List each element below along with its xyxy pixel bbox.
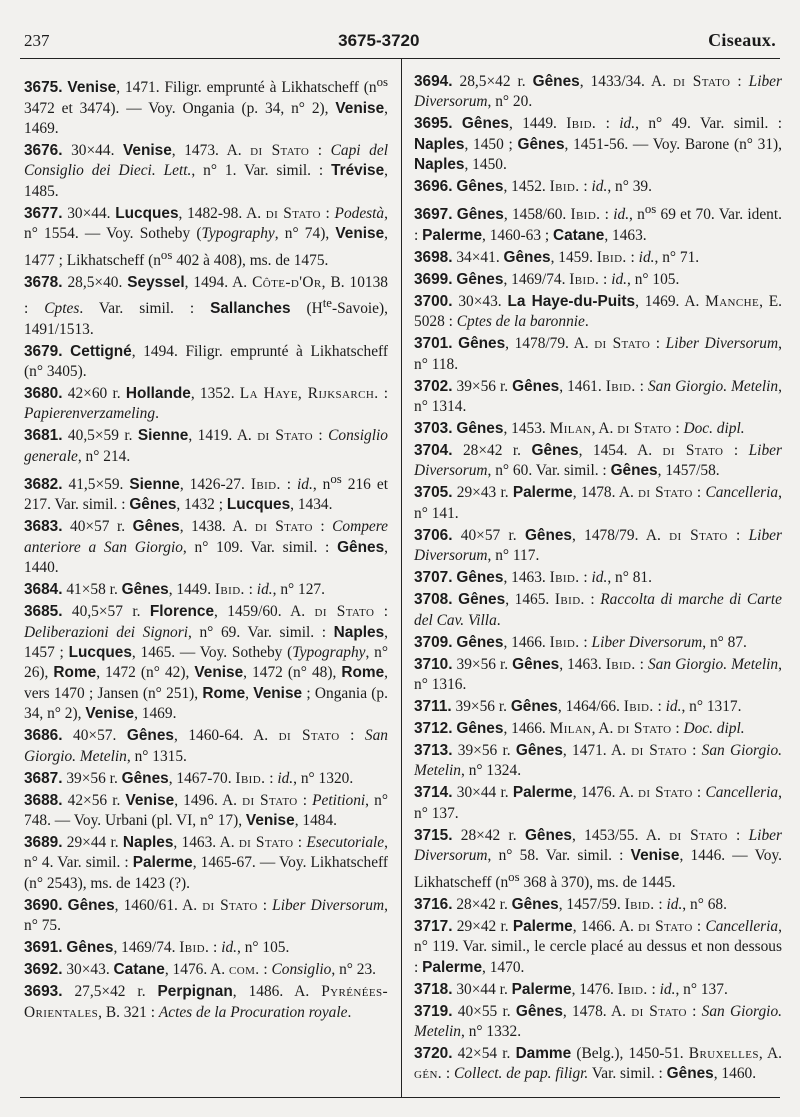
entry-body: 39×56 r. Gênes, 1463. Ibid. : San Giorgio. Metelin, n° 1316. — [414, 655, 782, 693]
header-rule — [20, 58, 780, 59]
entry-number: 3720. — [414, 1044, 453, 1062]
entry-number: 3692. — [24, 961, 63, 979]
entry-body: 40×57. Gênes, 1460-64. A. di Stato : San Giorgio. Metelin, n° 1315. — [24, 727, 388, 765]
catalogue-entry — [414, 419, 782, 439]
entry-text — [414, 568, 782, 588]
left-column — [24, 72, 388, 1025]
catalogue-entry — [414, 1002, 782, 1043]
entry-body: 41×58 r. Gênes, 1449. Ibid. : id., n° 127. — [62, 581, 325, 599]
entry-body: 28,5×42 r. Gênes, 1433/34. A. di Stato : Liber Diversorum, n° 20. — [414, 73, 782, 111]
entry-body: Gênes, 1460/61. A. di Stato : Liber Diversorum, n° 75. — [24, 896, 388, 935]
entry-number: 3680. — [24, 385, 63, 403]
entry-text — [24, 769, 388, 789]
entry-number: 3707. — [414, 569, 453, 587]
entry-body: Gênes, 1449. Ibid. : id., n° 49. Var. simil. : Naples, 1450 ; Gênes, 1451-56. — Voy. Barone (n° 31), Naples, 1450. — [414, 115, 783, 174]
entry-text — [414, 697, 782, 717]
entry-body: Gênes, 1466. Ibid. : Liber Diversorum, n° 87. — [456, 633, 747, 651]
catalogue-entry — [414, 895, 782, 915]
catalogue-entry — [414, 917, 782, 978]
catalogue-entry — [24, 580, 388, 600]
entry-text — [414, 199, 782, 246]
catalogue-entry — [414, 72, 782, 113]
entry-body: 30×44 r. Palerme, 1476. Ibid. : id., n° 137. — [452, 980, 728, 998]
entry-text — [414, 483, 782, 524]
entry-body: Gênes, 1452. Ibid. : id., n° 39. — [456, 178, 652, 196]
entry-body: Gênes, 1458/60. Ibid. : id., $n^{os}$ 69 et 70. Var. ident. : Palerme, 1460-63 ; Catane, 1463. — [414, 202, 782, 244]
entry-text — [24, 791, 388, 832]
entry-number: 3712. — [414, 720, 453, 737]
entry-body: 30×43. Catane, 1476. A. com. : Consiglio, n° 23. — [62, 961, 377, 979]
entry-body: 39×56 r. Gênes, 1464/66. Ibid. : id., n° 1317. — [451, 698, 742, 715]
entry-text — [414, 292, 782, 333]
entry-text — [24, 384, 388, 425]
entry-body: Gênes, 1465. Ibid. : Raccolta di marche di Carte del Cav. Villa. — [414, 591, 782, 629]
entry-text — [24, 833, 388, 894]
entry-number: 3717. — [414, 917, 453, 935]
catalogue-entry — [24, 769, 388, 789]
entry-text — [414, 177, 782, 197]
entry-text — [414, 895, 782, 915]
entry-body: Gênes, 1478/79. A. di Stato : Liber Diversorum, n° 118. — [414, 335, 782, 373]
entry-body: 41,5×59. Sienne, 1426-27. Ibid. : id., $n^{os}$ 216 et 217. Var. simil. : Gênes, 1432 ; Lucques, 1434. — [24, 471, 388, 514]
catalogue-entry — [24, 72, 388, 139]
page-number: 237 — [24, 31, 50, 50]
entry-number: 3695. — [414, 115, 453, 133]
entry-text — [414, 377, 782, 418]
catalogue-entry — [414, 199, 782, 246]
catalogue-entry — [24, 204, 388, 271]
catalogue-entry — [24, 960, 388, 980]
entry-body: 39×56 r. Gênes, 1467-70. Ibid. : id., n° 1320. — [62, 769, 354, 787]
entry-text — [414, 114, 782, 175]
entry-number: 3685. — [24, 603, 63, 621]
entry-text — [414, 334, 782, 375]
catalogue-entry — [414, 292, 782, 333]
entry-number: 3689. — [24, 834, 63, 852]
entry-body: 29×44 r. Naples, 1463. A. di Stato : Esecutoriale, n° 4. Var. simil. : Palerme, 1465-67. — Voy. Likhatscheff (n° 2543), ms. de 1423 (?). — [24, 834, 388, 892]
entry-number: 3703. — [414, 419, 453, 437]
entry-body: 40×57 r. Gênes, 1478/79. A. di Stato : Liber Diversorum, n° 117. — [414, 526, 782, 565]
catalogue-entry — [414, 270, 782, 290]
catalogue-entry — [24, 896, 388, 937]
catalogue-entry — [414, 568, 782, 588]
entry-number: 3699. — [414, 270, 453, 288]
entry-text — [24, 517, 388, 578]
entry-body: Gênes, 1469/74. Ibid. : id., n° 105. — [66, 939, 290, 957]
catalogue-entry — [414, 248, 782, 268]
catalogue-entry — [24, 141, 388, 202]
catalogue-entry — [24, 726, 388, 767]
entry-body: Gênes, 1453. Milan, A. di Stato : Doc. dipl. — [456, 419, 745, 437]
catalogue-entry — [24, 426, 388, 467]
entry-body: 42×56 r. Venise, 1496. A. di Stato : Petitioni, n° 748. — Voy. Urbani (pl. VI, n° 17), Venise, 1484. — [24, 791, 388, 830]
catalogue-entry — [24, 469, 388, 516]
catalogue-entry — [414, 441, 782, 482]
entry-body: Gênes, 1463. Ibid. : id., n° 81. — [456, 569, 652, 587]
entry-number: 3719. — [414, 1002, 453, 1020]
entry-range: 3675-3720 — [338, 31, 420, 50]
entry-body: 29×42 r. Palerme, 1466. A. di Stato : Cancelleria, n° 119. Var. simil., le cercle placé au dessus et non dessous : Palerme, 1470. — [414, 917, 782, 976]
entry-body: 30×44. Lucques, 1482-98. A. di Stato : Podestà, n° 1554. — Voy. Sotheby (Typography, n° 74), Venise, 1477 ; Likhatscheff ($n^{os}$ 402 à 408), ms. de 1475. — [24, 204, 388, 269]
entry-body: 40,5×57 r. Florence, 1459/60. A. di Stato : Deliberazioni dei Signori, n° 69. Var. simil. : Naples, 1457 ; Lucques, 1465. — Voy. Sotheby (Typography, n° 26), Rome, 1472 (n° 42), Venise, 1472 (n° 48), Rome, vers 1470 ; Jansen (n° 251), Rome, Venise ; Ongania (p. 34, n° 2), Venise, 1469. — [24, 603, 389, 723]
entry-body: Venise, 1471. Filigr. emprunté à Likhatscheff ($n^{os}$ 3472 et 3474). — Voy. Ongania (p. 34, n° 2), Venise, 1469. — [24, 75, 388, 137]
catalogue-entry — [414, 1044, 782, 1085]
catalogue-entry — [24, 602, 388, 724]
catalogue-entry — [24, 833, 388, 894]
entry-number: 3704. — [414, 441, 453, 459]
entry-body: 42×60 r. Hollande, 1352. La Haye, Rijksarch. : Papierenverzameling. — [24, 385, 388, 423]
entry-number: 3688. — [24, 791, 63, 809]
entry-number: 3690. — [24, 896, 63, 914]
entry-number: 3683. — [24, 518, 63, 536]
entry-number: 3691. — [24, 939, 63, 957]
entry-number: 3716. — [414, 895, 453, 913]
entry-text — [414, 980, 782, 1000]
entry-text — [24, 580, 388, 600]
catalogue-entry — [414, 377, 782, 418]
entry-text — [414, 1002, 782, 1043]
catalogue-entry — [414, 741, 782, 782]
entry-text — [414, 419, 782, 439]
entry-number: 3687. — [24, 769, 63, 787]
entry-number: 3715. — [414, 826, 453, 844]
entry-text — [24, 960, 388, 980]
catalogue-entry — [414, 783, 782, 824]
catalogue-entry — [414, 590, 782, 631]
entry-text — [24, 204, 388, 271]
entry-body: 30×43. La Haye-du-Puits, 1469. A. Manche, E. 5028 : Cptes de la baronnie. — [414, 292, 782, 331]
entry-body: 39×56 r. Gênes, 1461. Ibid. : San Giorgio. Metelin, n° 1314. — [414, 377, 782, 415]
entry-text — [24, 141, 388, 202]
entry-number: 3713. — [414, 742, 453, 759]
entry-text — [414, 526, 782, 567]
entry-text — [24, 273, 388, 340]
catalogue-entry — [414, 633, 782, 653]
entry-number: 3676. — [24, 141, 63, 159]
column-divider — [401, 58, 402, 1097]
entry-number: 3706. — [414, 526, 453, 544]
catalogue-entry — [24, 342, 388, 383]
entry-text — [24, 726, 388, 767]
entry-number: 3677. — [24, 204, 63, 222]
entry-number: 3710. — [414, 655, 453, 673]
catalogue-entry — [24, 273, 388, 340]
entry-body: 42×54 r. Damme (Belg.), 1450-51. Bruxelles, A. gén. : Collect. de pap. filigr. Var. simil. : Gênes, 1460. — [414, 1044, 783, 1083]
catalogue-entry — [24, 938, 388, 958]
entry-body: 34×41. Gênes, 1459. Ibid. : id., n° 71. — [452, 248, 700, 266]
entry-body: 39×56 r. Gênes, 1471. A. di Stato : San Giorgio. Metelin, n° 1324. — [414, 742, 782, 780]
entry-body: 40×55 r. Gênes, 1478. A. di Stato : San Giorgio. Metelin, n° 1332. — [414, 1002, 782, 1040]
entry-body: Gênes, 1469/74. Ibid. : id., n° 105. — [456, 270, 680, 288]
entry-text — [414, 826, 782, 893]
right-column — [414, 72, 782, 1086]
entry-text — [414, 1044, 782, 1085]
entry-text — [24, 602, 388, 724]
entry-number: 3698. — [414, 248, 453, 266]
entry-text — [414, 441, 782, 482]
running-title: Ciseaux. — [708, 30, 776, 50]
entry-body: 28×42 r. Gênes, 1457/59. Ibid. : id., n° 68. — [452, 895, 727, 913]
entry-text — [24, 982, 388, 1023]
entry-number: 3714. — [414, 784, 453, 802]
entry-text — [414, 248, 782, 268]
catalogue-entry — [414, 980, 782, 1000]
catalogue-entry — [414, 655, 782, 696]
entry-body: 28×42 r. Gênes, 1454. A. di Stato : Liber Diversorum, n° 60. Var. simil. : Gênes, 1457/58. — [414, 441, 782, 480]
entry-number: 3700. — [414, 292, 453, 310]
catalogue-entry — [414, 719, 782, 739]
entry-text — [24, 469, 388, 516]
entry-body: Gênes, 1466. Milan, A. di Stato : Doc. dipl. — [456, 720, 745, 737]
entry-number: 3679. — [24, 342, 63, 360]
entry-body: 40×57 r. Gênes, 1438. A. di Stato : Compere anteriore a San Giorgio, n° 109. Var. simil. : Gênes, 1440. — [24, 518, 388, 577]
page-header — [24, 30, 776, 52]
entry-text — [24, 72, 388, 139]
entry-body: Cettigné, 1494. Filigr. emprunté à Likhatscheff (n° 3405). — [24, 342, 388, 381]
entry-number: 3702. — [414, 377, 453, 395]
entry-number: 3708. — [414, 591, 453, 609]
entry-number: 3701. — [414, 335, 453, 353]
entry-body: 27,5×42 r. Perpignan, 1486. A. Pyrénées-Orientales, B. 321 : Actes de la Procuration royale. — [24, 983, 388, 1021]
entry-number: 3682. — [24, 475, 63, 493]
entry-number: 3684. — [24, 581, 63, 599]
entry-text — [414, 741, 782, 782]
footer-rule — [20, 1097, 780, 1098]
entry-number: 3693. — [24, 983, 63, 1001]
entry-text — [24, 426, 388, 467]
entry-number: 3694. — [414, 73, 453, 90]
entry-number: 3697. — [414, 206, 453, 224]
catalogue-entry — [24, 791, 388, 832]
entry-text — [24, 342, 388, 383]
entry-text — [24, 938, 388, 958]
entry-text — [414, 72, 782, 113]
catalogue-entry — [414, 483, 782, 524]
catalogue-entry — [414, 826, 782, 893]
entry-number: 3718. — [414, 980, 453, 998]
entry-number: 3711. — [414, 698, 452, 715]
entry-text — [24, 896, 388, 937]
catalogue-entry — [24, 517, 388, 578]
entry-text — [414, 270, 782, 290]
entry-body: 30×44 r. Palerme, 1476. A. di Stato : Cancelleria, n° 137. — [414, 784, 782, 822]
entry-number: 3696. — [414, 178, 453, 196]
entry-text — [414, 783, 782, 824]
entry-text — [414, 719, 782, 739]
catalogue-entry — [414, 114, 782, 175]
entry-number: 3678. — [24, 273, 63, 291]
entry-text — [414, 917, 782, 978]
entry-number: 3675. — [24, 79, 63, 97]
catalogue-entry — [414, 177, 782, 197]
entry-body: 28,5×40. Seyssel, 1494. A. Côte-d'Or, B. 10138 : Cptes. Var. simil. : Sallanches $(H^{te}-Savoie)$, 1491/1513. — [24, 273, 388, 338]
entry-body: 29×43 r. Palerme, 1478. A. di Stato : Cancelleria, n° 141. — [414, 484, 782, 522]
entry-number: 3686. — [24, 727, 63, 745]
catalogue-entry — [414, 526, 782, 567]
entry-text — [414, 633, 782, 653]
entry-body: 30×44. Venise, 1473. A. di Stato : Capi del Consiglio dei Dieci. Lett., n° 1. Var. simil. : Trévise, 1485. — [24, 141, 388, 200]
entry-number: 3709. — [414, 633, 453, 651]
catalogue-entry — [24, 982, 388, 1023]
entry-number: 3681. — [24, 427, 63, 445]
catalogue-entry — [414, 697, 782, 717]
catalogue-entry — [24, 384, 388, 425]
entry-body: 28×42 r. Gênes, 1453/55. A. di Stato : Liber Diversorum, n° 58. Var. simil. : Venise, 1446. — Voy. Likhatscheff ($n^{os}$ 368 à 370), ms. de 1445. — [414, 826, 782, 891]
entry-body: 40,5×59 r. Sienne, 1419. A. di Stato : Consiglio generale, n° 214. — [24, 427, 388, 465]
entry-text — [414, 655, 782, 696]
entry-number: 3705. — [414, 484, 453, 502]
catalogue-entry — [414, 334, 782, 375]
entry-text — [414, 590, 782, 631]
